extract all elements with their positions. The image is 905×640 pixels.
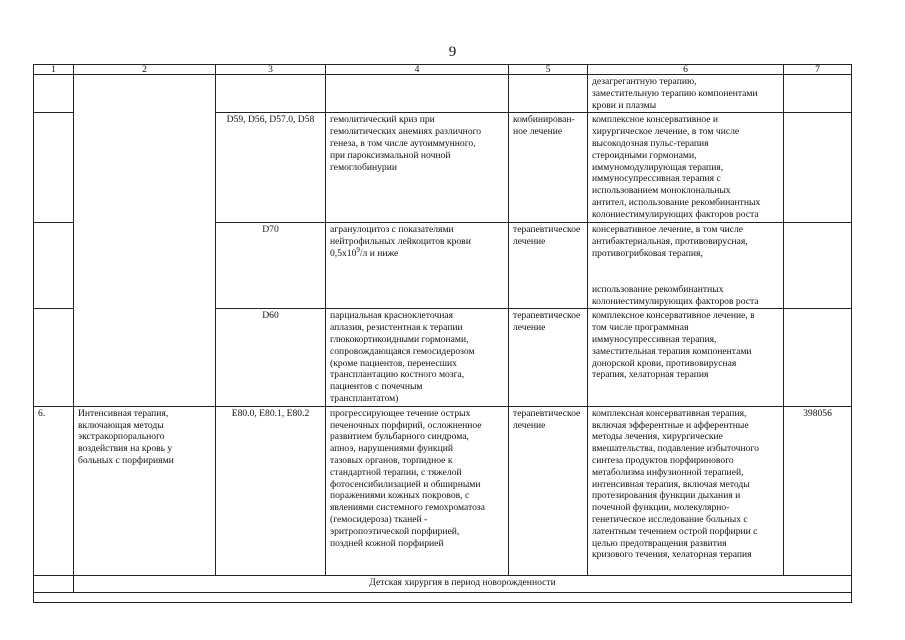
- text-line: сопровождающаяся гемосидерозом: [330, 345, 475, 357]
- cell-kind: [509, 309, 588, 406]
- text-line: поздней кожной порфирией: [330, 537, 444, 549]
- cell-model: [326, 75, 509, 113]
- cell-price: [784, 75, 852, 113]
- page-number: 9: [448, 44, 457, 60]
- text-line: фотосенсибилизацией и обширными: [330, 478, 481, 490]
- superscript: 9: [356, 245, 360, 254]
- cell-model: [326, 406, 509, 575]
- text-line: консервативное лечение, в том числе: [592, 224, 744, 236]
- cell-method: [588, 113, 784, 223]
- cell-num: [34, 575, 74, 592]
- text-line: заместительная терапия компонентами: [592, 345, 752, 357]
- text-line: иммуносупрессивная терапия с: [592, 173, 721, 185]
- text-line: комплексное консервативное лечение, в: [592, 310, 755, 322]
- text-line: донорской крови, противовирусная: [592, 357, 737, 369]
- text-line: высокодозная пульс-терапия: [592, 137, 709, 149]
- text-line: включая эфферентные и афферентные: [592, 419, 749, 431]
- text-line: Интенсивная терапия,: [78, 407, 169, 419]
- text-line: нейтрофильных лейкоцитов крови: [330, 236, 471, 248]
- header-row: [34, 65, 852, 75]
- text-line: развитием бульбарного синдрома,: [330, 431, 469, 443]
- header-col-3: 3: [216, 65, 326, 75]
- section-row: [34, 592, 852, 602]
- text-line: иммуномодулирующая терапия,: [592, 161, 724, 173]
- cell-model: [326, 223, 509, 309]
- text-line: агранулоцитоз с показателями: [330, 224, 454, 236]
- text-line: интенсивная терапия, включая методы: [592, 478, 750, 490]
- cell-codes: [216, 75, 326, 113]
- text-line: ное лечение: [513, 126, 563, 138]
- text-line: гемолитических анемиях различного: [330, 126, 482, 138]
- text-line: лечение: [513, 419, 546, 431]
- text-line: явлениями системного гемохроматоза: [330, 502, 485, 514]
- header-col-1: 1: [34, 65, 74, 75]
- text-line: терапевтическое: [513, 310, 581, 322]
- text-line: вмешательства, подавление избыточного: [592, 443, 759, 455]
- text-line: (кроме пациентов, перенесших: [330, 357, 457, 369]
- text-line: колониестимулирующих факторов роста: [592, 208, 759, 220]
- cell-num: [34, 223, 74, 309]
- text-line: трансплантатом): [330, 392, 399, 404]
- cell-price: [784, 309, 852, 406]
- cell-price: 398056: [784, 406, 852, 575]
- table-row: [34, 406, 852, 575]
- table-row: [34, 75, 852, 113]
- cell-kind: [509, 75, 588, 113]
- header-col-7: 7: [784, 65, 852, 75]
- text-line: печеночных порфирий, осложненное: [330, 419, 482, 431]
- text-line: синтеза продуктов порфиринового: [592, 454, 734, 466]
- header-col-5: 5: [509, 65, 588, 75]
- section-title: Детская хирургия в период новорожденности: [74, 575, 852, 592]
- text-line: гемоглобинурии: [330, 161, 397, 173]
- text-line: терапия, хелаторная терапия: [592, 369, 709, 381]
- text-line: заместительную терапию компонентами: [592, 87, 758, 99]
- cell-num: [34, 113, 74, 223]
- text-line: экстракорпорального: [78, 431, 165, 443]
- text-line: парциальная красноклеточная: [330, 310, 454, 322]
- text-line: использованием моноклональных: [592, 185, 731, 197]
- empty-row: [34, 592, 852, 602]
- text-line: почечной функции, молекулярно-: [592, 502, 730, 514]
- text-line: колониестимулирующих факторов роста: [592, 295, 759, 307]
- text-line: комбинирован-: [513, 114, 575, 126]
- text-line: использование рекомбинантных: [592, 283, 724, 295]
- cell-price: [784, 113, 852, 223]
- cell-price: [784, 223, 852, 309]
- cell-method: [588, 223, 784, 309]
- text-line: терапевтическое: [513, 407, 581, 419]
- text-line: том числе программная: [592, 322, 689, 334]
- cell-num: [34, 309, 74, 406]
- cell-kind: [509, 113, 588, 223]
- text-line: прогрессирующее течение острых: [330, 407, 471, 419]
- text-line: крови и плазмы: [592, 99, 657, 111]
- text-line: лечение: [513, 236, 546, 248]
- cell-method: [588, 75, 784, 113]
- cell-model: [326, 113, 509, 223]
- text-line: стандартной терапии, с тяжелой: [330, 466, 462, 478]
- cell-method: [588, 406, 784, 575]
- text-line: антибактериальная, противовирусная,: [592, 236, 748, 248]
- text-line: включающая методы: [78, 419, 164, 431]
- text-line: гемолитический криз при: [330, 114, 435, 126]
- header-col-6: 6: [588, 65, 784, 75]
- text-line: латентным течением острой порфирии с: [592, 525, 758, 537]
- cell-method: [588, 309, 784, 406]
- text-line: лечение: [513, 322, 546, 334]
- text-line: эритропоэтической порфирией,: [330, 525, 460, 537]
- text-line: глюкокортикоидными гормонами,: [330, 333, 469, 345]
- text-line: методы лечения, хирургические: [592, 431, 723, 443]
- header-col-4: 4: [326, 65, 509, 75]
- section-row: [34, 575, 852, 592]
- text-line: пациентов с почечным: [330, 381, 423, 393]
- cell-codes: D59, D56, D57.0, D58: [216, 113, 326, 223]
- cell-num: [34, 75, 74, 113]
- text-line: терапевтическое: [513, 224, 581, 236]
- text-line: [330, 245, 504, 260]
- text-line: при пароксизмальной ночной: [330, 149, 451, 161]
- text-line: антител, использование рекомбинантных: [592, 196, 761, 208]
- text-line: больных с порфириями: [78, 454, 174, 466]
- cell-kind: [509, 406, 588, 575]
- text-line: кризового течения, хелаторная терапия: [592, 549, 752, 561]
- text-line: генетическое исследование больных с: [592, 513, 748, 525]
- cell-codes: D70: [216, 223, 326, 309]
- text-line: стероидными гормонами,: [592, 149, 697, 161]
- cell-model: [326, 309, 509, 406]
- text-line: генеза, в том числе аутоиммунного,: [330, 137, 476, 149]
- text-line: тазовых органов, торпидное к: [330, 454, 453, 466]
- text-line: аплазия, резистентная к терапии: [330, 322, 463, 334]
- treatment-table: [33, 64, 852, 603]
- text-line: апноэ, нарушениями функций: [330, 443, 453, 455]
- cell-num: 6.: [34, 406, 74, 575]
- text-line: дезагрегантную терапию,: [592, 76, 697, 87]
- text-line: трансплантацию костного мозга,: [330, 369, 465, 381]
- cell-name: [74, 75, 216, 407]
- text-line: хирургическое лечение, в том числе: [592, 126, 740, 138]
- cell-codes: E80.0, E80.1, E80.2: [216, 406, 326, 575]
- header-col-2: 2: [74, 65, 216, 75]
- text-line: комплексное консервативное и: [592, 114, 719, 126]
- text-line: комплексная консервативная терапия,: [592, 407, 747, 419]
- text-line: протезирования функции дыхания и: [592, 490, 741, 502]
- text-line: (гемосидероза) тканей -: [330, 513, 428, 525]
- text-line: поражениями кожных покровов, с: [330, 490, 470, 502]
- text-line: иммуносупрессивная терапия,: [592, 333, 717, 345]
- cell-codes: D60: [216, 309, 326, 406]
- spacer: [592, 260, 779, 284]
- text-line: целью предотвращения развития: [592, 537, 727, 549]
- text-fragment: 0,5х10: [330, 247, 357, 259]
- text-fragment: /л и ниже: [359, 247, 399, 259]
- text-line: противогрибковая терапия,: [592, 247, 703, 259]
- text-line: воздействия на кровь у: [78, 443, 173, 455]
- cell-name: [74, 406, 216, 575]
- cell-kind: [509, 223, 588, 309]
- text-line: метаболизма инфузионной терапией,: [592, 466, 744, 478]
